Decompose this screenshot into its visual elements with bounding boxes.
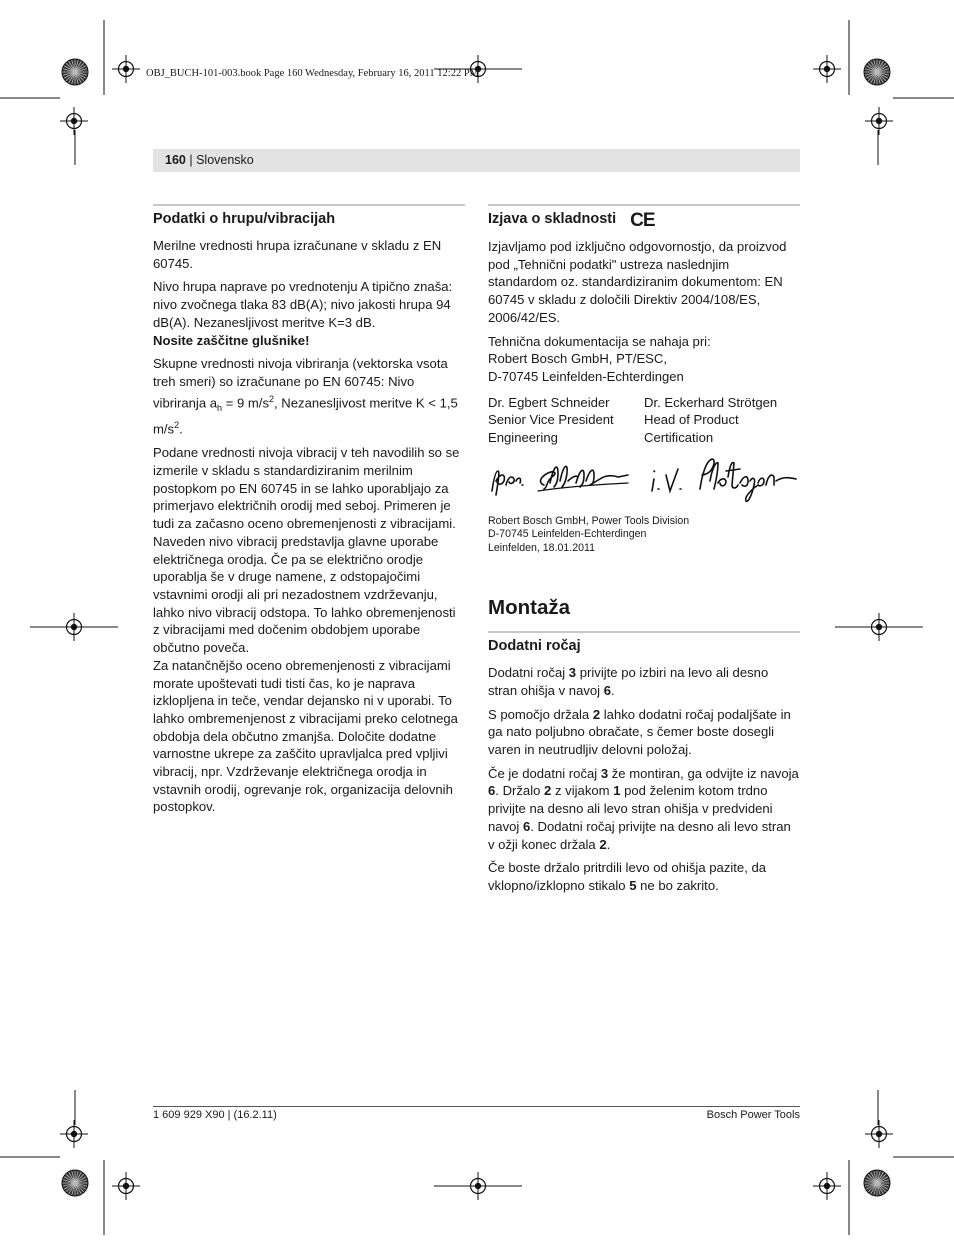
company-line-1: Robert Bosch GmbH, Power Tools Division: [488, 514, 690, 527]
assembly-paragraph-3: [488, 765, 800, 854]
reference-number: 5: [629, 877, 637, 893]
signature-images: [488, 455, 800, 507]
company-line-3: Leinfelden, 18.01.2011: [488, 541, 596, 554]
right-column: [488, 204, 800, 901]
noise-paragraph-2: [153, 278, 465, 349]
documentation-line-2: Robert Bosch GmbH, PT/ESC,: [488, 351, 668, 367]
reference-number: 6: [488, 783, 496, 799]
page-number: 160: [165, 153, 186, 167]
paragraph-text: lahko dodatni ročaj podaljšate in ga nato poljubno obračate, s čemer boste dosegli varen in neutrudljiv delovni položaj.: [488, 706, 791, 758]
signatory-1-name: Dr. Egbert Schneider: [488, 394, 610, 410]
print-info: OBJ_BUCH-101-003.book Page 160 Wednesday, February 16, 2011 12:22 PM: [146, 68, 479, 79]
assembly-paragraph-2: [488, 706, 800, 759]
signatory-1: [488, 394, 644, 447]
company-address: [488, 515, 800, 556]
noise-level-text: Nivo hrupa naprave po vrednotenju A tipično znaša: nivo zvočnega tlaka 83 dB(A); nivo jakosti hrupa 94 dB(A). Nezanesljivost meritve K=3 dB.: [153, 279, 453, 330]
reference-number: 6: [603, 682, 612, 698]
header-section: Slovensko: [196, 153, 254, 167]
vibration-text-b: = 9 m/s: [222, 394, 269, 410]
vibration-text-d: .: [179, 421, 183, 437]
documentation-paragraph: [488, 333, 800, 386]
signatory-1-title-2: Engineering: [488, 430, 558, 446]
reference-number: 2: [599, 836, 607, 852]
signatory-2-title-2: Certification: [644, 430, 714, 446]
reference-number: 2: [544, 783, 552, 799]
noise-vibration-heading: Podatki o hrupu/vibracijah: [153, 211, 336, 227]
documentation-line-3: D-70745 Leinfelden-Echterdingen: [488, 368, 684, 384]
reference-number: 2: [592, 706, 601, 722]
reference-number: 1: [613, 783, 621, 799]
paragraph-text: Če boste držalo pritrdili levo od ohišja pazite, da vklopno/izklopno stikalo: [488, 860, 767, 893]
documentation-line-1: Tehnična dokumentacija se nahaja pri:: [488, 333, 711, 349]
assembly-paragraph-1: [488, 664, 800, 699]
conformity-paragraph: Izjavljamo pod izključno odgovornostjo, da proizvod pod „Tehnični podatki" ustreza naslednjim standardom oz. standardiziranim dokumentom: EN 60745 v skladu z določili Direktiv 2004/108/ES, 2006/42/ES.: [488, 239, 787, 325]
reference-number: 3: [600, 765, 609, 781]
signatories: [488, 394, 800, 447]
conformity-heading: [488, 206, 800, 230]
vibration-paragraph: [153, 355, 465, 438]
paragraph-text: pod želenim kotom trdno privijte na desno ali levo stran ohišja v predvideni navoj: [488, 783, 773, 834]
assembly-title: Montaža: [488, 596, 570, 620]
conformity-heading-text: Izjava o skladnosti: [488, 211, 617, 227]
vibration-subscript: h: [217, 402, 223, 413]
paragraph-text: Dodatni ročaj: [488, 665, 569, 681]
footer-rule: [153, 1106, 800, 1107]
paragraph-text: . Dodatni ročaj privijte na desno ali levo stran v ožji konec držala: [488, 818, 791, 852]
left-column: [153, 204, 465, 816]
paragraph-text: S pomočjo držala: [488, 706, 593, 722]
paragraph-text: .: [606, 836, 611, 852]
vibration-superscript-1: 2: [269, 393, 275, 404]
vibration-text-c: , Nezanesljivost meritve K < 1,5 m/s: [153, 394, 458, 437]
footer-document-number: 1 609 929 X90 | (16.2.11): [153, 1109, 277, 1121]
company-line-2: D-70745 Leinfelden-Echterdingen: [488, 528, 647, 541]
noise-paragraph-1: Merilne vrednosti hrupa izračunane v skladu z EN 60745.: [153, 238, 442, 271]
signatory-2: [644, 394, 800, 447]
vibration-superscript-2: 2: [174, 420, 180, 431]
ce-mark-icon: CE: [630, 210, 655, 231]
signatory-2-name: Dr. Eckerhard Strötgen: [644, 394, 778, 410]
vibration-text-a: Skupne vrednosti nivoja vibriranja (vektorska vsota treh smeri) so izračunane po EN 60745: Nivo vibriranja a: [153, 356, 448, 410]
page-header: [153, 149, 800, 172]
paragraph-text: .: [611, 682, 615, 698]
assembly-paragraph-4: [488, 859, 800, 894]
auxiliary-handle-heading: Dodatni ročaj: [488, 638, 581, 655]
paragraph-text: že montiran, ga odvijte iz navoja: [608, 765, 799, 781]
paragraph-text: ne bo zakrito.: [636, 877, 719, 893]
paragraph-text: privijte po izbiri na levo ali desno stran ohišja v navoj: [488, 665, 769, 698]
paragraph-text: . Držalo: [495, 783, 545, 799]
signature-schneider: [488, 455, 638, 501]
footer-brand: Bosch Power Tools: [706, 1109, 800, 1121]
vibration-paragraph-2: [153, 444, 465, 816]
signatory-2-title-1: Head of Product: [644, 412, 739, 428]
signature-stroetgen: [648, 455, 803, 507]
signatory-1-title-1: Senior Vice President: [488, 412, 614, 428]
hearing-protection-warning: Nosite zaščitne glušnike!: [153, 332, 310, 348]
paragraph-text: z vijakom: [551, 783, 614, 799]
vibration-estimate-text: Za natančnějšo oceno obremenjenosti z vibracijami morate upoštevati tudi tisti čas, ko je naprava izklopljena in teče, vendar dejansko ni v uporabi. To lahko ombremenjenost z vibracijami preko celotnega obdobja dela občutno zmanjša. Določite dodatne varnostne ukrepe za zaščito upravljalca pred vpljivi vibracij, npr. Vzdrževanje električnega orodja in vstavnih orodij, ogrevanje rok, organizacija delovnih postopkov.: [153, 657, 458, 815]
header-separator: |: [189, 153, 193, 167]
vibration-usage-text: Naveden nivo vibracij predstavlja glavne uporabe električnega orodja. Če pa se električno orodje uporablja še v druge namene, z odstopajočimi vstavnimi orodji ali pri nezadostnem vzdrževanju, lahko nivo vibracij odstopa. To lahko obremenjenosti z vibracijami med dočenim obdobjem uporabe občutno poveča.: [153, 533, 456, 656]
paragraph-text: Če je dodatni ročaj: [488, 765, 601, 781]
reference-number: 3: [568, 665, 577, 681]
vibration-comparison-text: Podane vrednosti nivoja vibracij v teh navodilih so se izmerile v skladu s standardiziranim merilnim postopkom po EN 60745 in se lahko uporabljajo za primerjavo električnih orodij med seboj. Primeren je tudi za začasno oceno obremenjenosti z vibracijami.: [153, 445, 460, 532]
reference-number: 6: [522, 818, 531, 834]
